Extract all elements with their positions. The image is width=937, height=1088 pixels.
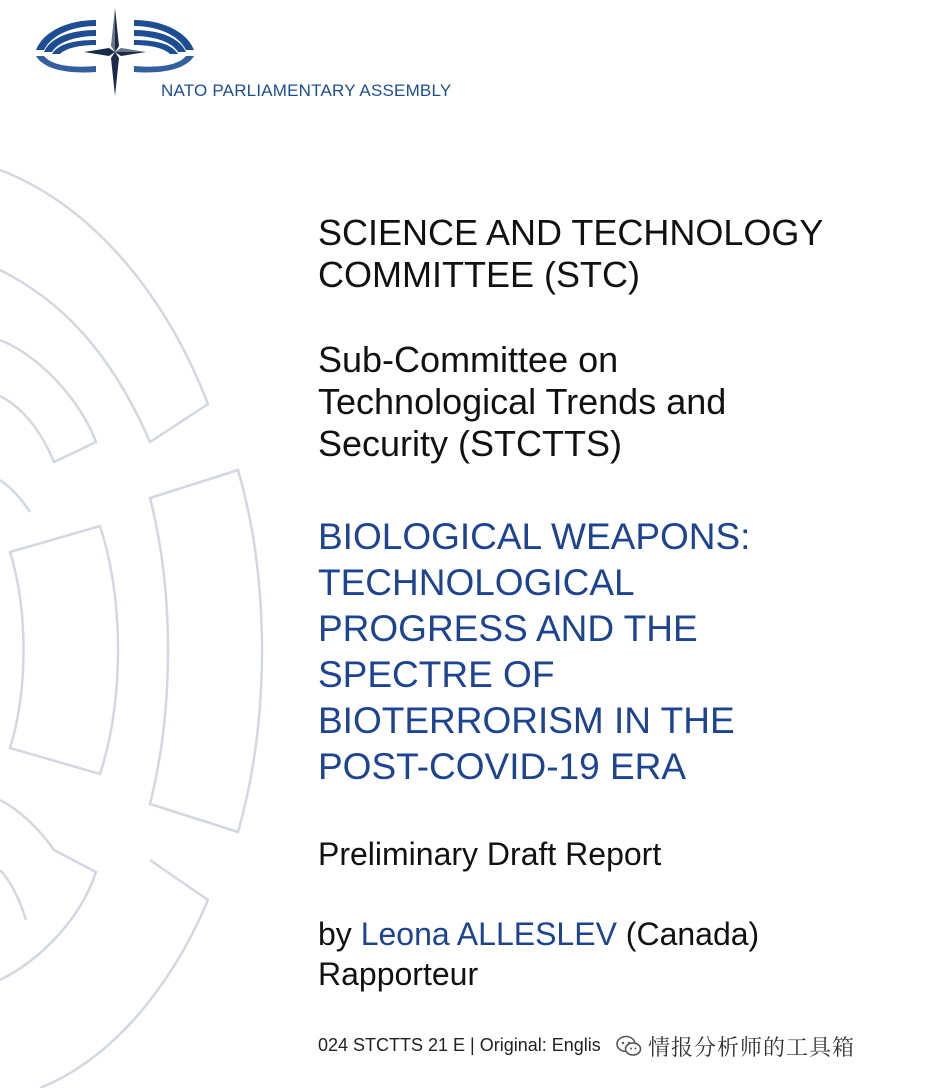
subcommittee-line-1: Sub-Committee on — [318, 339, 619, 380]
byline — [318, 914, 918, 994]
committee-line-1: SCIENCE AND TECHNOLOGY — [318, 212, 824, 253]
subcommittee-name — [318, 339, 918, 465]
decorative-arc-background — [0, 160, 280, 1088]
byline-prefix: by — [318, 916, 361, 952]
byline-author-line — [318, 914, 918, 954]
report-title-line-2: TECHNOLOGICAL — [318, 562, 635, 603]
subcommittee-line-2: Technological Trends and — [318, 381, 727, 422]
author-role: Rapporteur — [318, 956, 479, 992]
document-reference: 024 STCTTS 21 E | Original: Englis — [318, 1035, 601, 1055]
report-title — [318, 514, 918, 790]
subcommittee-line-3: Security (STCTTS) — [318, 423, 623, 464]
report-title-line-4: SPECTRE OF — [318, 654, 555, 695]
author-name: Leona ALLESLEV — [360, 916, 617, 952]
logo-text: NATO PARLIAMENTARY ASSEMBLY — [161, 81, 452, 100]
watermark-text: 情报分析师的工具箱 — [648, 1035, 856, 1061]
committee-name — [318, 212, 918, 296]
report-title-line-3: PROGRESS AND THE — [318, 608, 698, 649]
watermark — [612, 1028, 861, 1064]
report-title-line-1: BIOLOGICAL WEAPONS: — [318, 516, 751, 557]
nato-pa-logo — [30, 8, 452, 100]
document-type: Preliminary Draft Report — [318, 836, 662, 872]
report-title-line-6: POST-COVID-19 ERA — [318, 746, 687, 787]
wechat-icon — [616, 1033, 642, 1059]
author-country: (Canada) — [616, 916, 760, 952]
report-title-line-5: BIOTERRORISM IN THE — [318, 700, 735, 741]
committee-line-2: COMMITTEE (STC) — [318, 254, 640, 295]
